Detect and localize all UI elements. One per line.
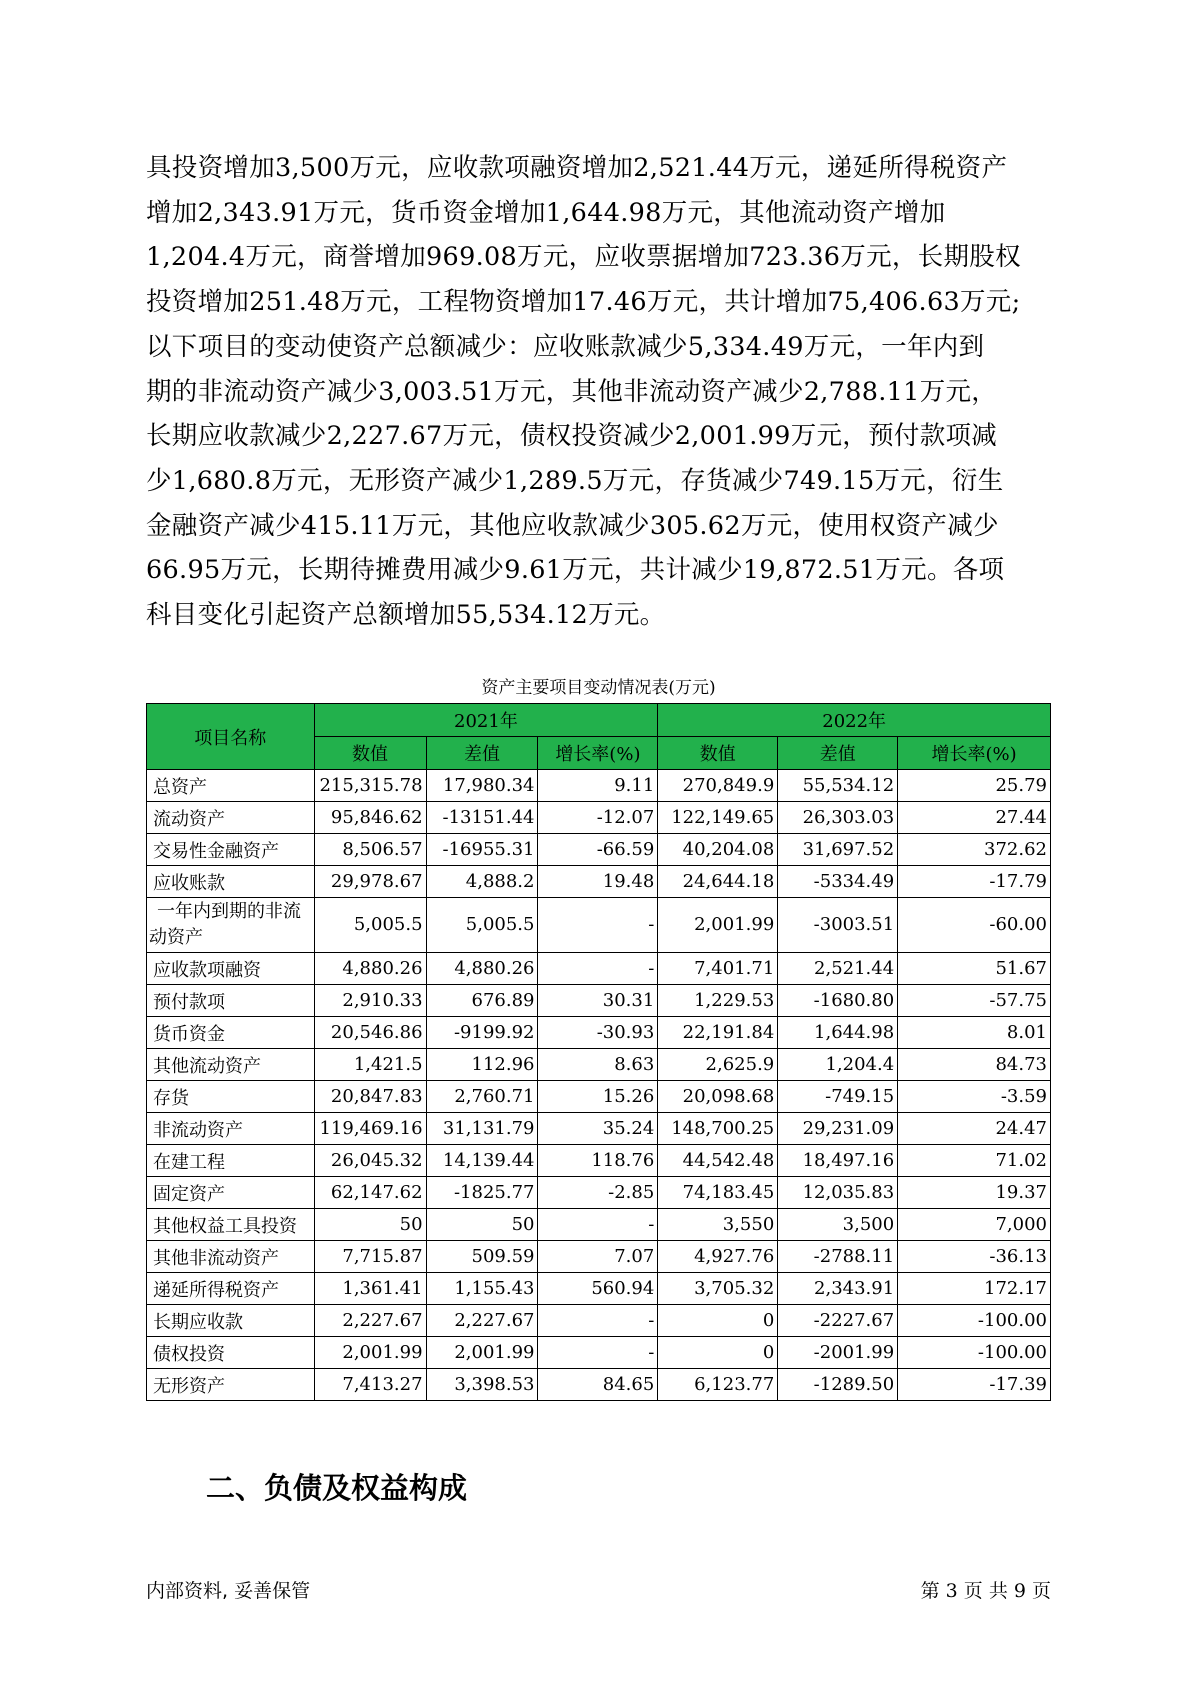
- cell-v1: 8,506.57: [314, 834, 426, 866]
- cell-v1: 20,847.83: [314, 1081, 426, 1113]
- table-row: [147, 1337, 1051, 1369]
- paragraph-line: 投资增加251.48万元，工程物资增加17.46万元，共计增加75,406.63万元;: [146, 287, 1021, 318]
- cell-d1: -9199.92: [426, 1017, 538, 1049]
- cell-v1: 7,413.27: [314, 1369, 426, 1401]
- row-item-name: 存货: [147, 1081, 315, 1113]
- cell-v1: 2,001.99: [314, 1337, 426, 1369]
- row-item-name: 应收款项融资: [147, 953, 315, 985]
- table-row: [147, 1305, 1051, 1337]
- cell-d2: 12,035.83: [778, 1177, 898, 1209]
- cell-g1: 15.26: [538, 1081, 658, 1113]
- row-item-name: 在建工程: [147, 1145, 315, 1177]
- cell-g2: -60.00: [898, 898, 1051, 953]
- table-row: [147, 1209, 1051, 1241]
- cell-g2: -100.00: [898, 1337, 1051, 1369]
- cell-d2: -5334.49: [778, 866, 898, 898]
- table-row: [147, 866, 1051, 898]
- cell-g2: 24.47: [898, 1113, 1051, 1145]
- table-row: [147, 985, 1051, 1017]
- cell-d1: 1,155.43: [426, 1273, 538, 1305]
- row-item-name: 总资产: [147, 770, 315, 802]
- cell-v1: 20,546.86: [314, 1017, 426, 1049]
- cell-g1: -66.59: [538, 834, 658, 866]
- table-row: [147, 953, 1051, 985]
- cell-v1: 4,880.26: [314, 953, 426, 985]
- cell-d1: -1825.77: [426, 1177, 538, 1209]
- header-diff-2021: 差值: [426, 737, 538, 770]
- cell-v2: 6,123.77: [658, 1369, 778, 1401]
- cell-g1: -: [538, 1305, 658, 1337]
- cell-v2: 3,705.32: [658, 1273, 778, 1305]
- cell-v1: 95,846.62: [314, 802, 426, 834]
- cell-v1: 5,005.5: [314, 898, 426, 953]
- row-item-name: 固定资产: [147, 1177, 315, 1209]
- cell-v2: 24,644.18: [658, 866, 778, 898]
- row-item-name: 递延所得税资产: [147, 1273, 315, 1305]
- cell-g1: -: [538, 1337, 658, 1369]
- row-item-name: 其他非流动资产: [147, 1241, 315, 1273]
- cell-d1: 112.96: [426, 1049, 538, 1081]
- cell-g2: -3.59: [898, 1081, 1051, 1113]
- cell-d2: -2001.99: [778, 1337, 898, 1369]
- table-row: [147, 1145, 1051, 1177]
- table-row: [147, 898, 1051, 953]
- header-growth-2021: 增长率(%): [538, 737, 658, 770]
- header-item-name: 项目名称: [147, 704, 315, 770]
- cell-d1: 50: [426, 1209, 538, 1241]
- cell-g1: -30.93: [538, 1017, 658, 1049]
- cell-d2: 2,521.44: [778, 953, 898, 985]
- cell-v1: 29,978.67: [314, 866, 426, 898]
- row-item-name: 非流动资产: [147, 1113, 315, 1145]
- cell-g2: -36.13: [898, 1241, 1051, 1273]
- cell-g2: -17.79: [898, 866, 1051, 898]
- table-row: [147, 1241, 1051, 1273]
- cell-d2: -749.15: [778, 1081, 898, 1113]
- paragraph-line: 期的非流动资产减少3,003.51万元，其他非流动资产减少2,788.11万元，: [146, 376, 998, 407]
- cell-d1: 2,760.71: [426, 1081, 538, 1113]
- cell-g1: -2.85: [538, 1177, 658, 1209]
- cell-d2: -3003.51: [778, 898, 898, 953]
- table-row: [147, 1017, 1051, 1049]
- paragraph-line: 以下项目的变动使资产总额减少：应收账款减少5,334.49万元，一年内到: [146, 331, 985, 362]
- row-item-name: 交易性金融资产: [147, 834, 315, 866]
- cell-d1: 2,227.67: [426, 1305, 538, 1337]
- cell-v2: 2,001.99: [658, 898, 778, 953]
- cell-d2: 29,231.09: [778, 1113, 898, 1145]
- row-item-name: 预付款项: [147, 985, 315, 1017]
- cell-g1: 9.11: [538, 770, 658, 802]
- paragraph-line: 长期应收款减少2,227.67万元，债权投资减少2,001.99万元，预付款项减: [146, 421, 998, 452]
- header-value-2021: 数值: [314, 737, 426, 770]
- cell-d2: 2,343.91: [778, 1273, 898, 1305]
- cell-g2: 7,000: [898, 1209, 1051, 1241]
- cell-d1: 4,888.2: [426, 866, 538, 898]
- cell-v2: 4,927.76: [658, 1241, 778, 1273]
- cell-g2: 8.01: [898, 1017, 1051, 1049]
- cell-v2: 74,183.45: [658, 1177, 778, 1209]
- cell-d2: 3,500: [778, 1209, 898, 1241]
- cell-d1: -13151.44: [426, 802, 538, 834]
- cell-d2: -1680.80: [778, 985, 898, 1017]
- row-item-name: 无形资产: [147, 1369, 315, 1401]
- footer-page-number: 第 3 页 共 9 页: [920, 1580, 1051, 1602]
- cell-v2: 148,700.25: [658, 1113, 778, 1145]
- cell-d1: 5,005.5: [426, 898, 538, 953]
- header-value-2022: 数值: [658, 737, 778, 770]
- cell-g2: -17.39: [898, 1369, 1051, 1401]
- row-item-name: 其他流动资产: [147, 1049, 315, 1081]
- cell-d2: -1289.50: [778, 1369, 898, 1401]
- table-row: [147, 1049, 1051, 1081]
- cell-g1: 118.76: [538, 1145, 658, 1177]
- cell-d1: 17,980.34: [426, 770, 538, 802]
- cell-g2: 19.37: [898, 1177, 1051, 1209]
- table-row: [147, 834, 1051, 866]
- cell-g1: -12.07: [538, 802, 658, 834]
- cell-d2: 18,497.16: [778, 1145, 898, 1177]
- header-diff-2022: 差值: [778, 737, 898, 770]
- cell-g1: -: [538, 898, 658, 953]
- row-item-name: 货币资金: [147, 1017, 315, 1049]
- asset-change-table: [146, 703, 1051, 1401]
- cell-v2: 0: [658, 1305, 778, 1337]
- header-year-2021: 2021年: [314, 704, 658, 737]
- body-paragraph: [146, 146, 1051, 638]
- cell-d1: 14,139.44: [426, 1145, 538, 1177]
- table-row: [147, 1113, 1051, 1145]
- cell-d1: 3,398.53: [426, 1369, 538, 1401]
- cell-g1: 8.63: [538, 1049, 658, 1081]
- cell-v2: 0: [658, 1337, 778, 1369]
- cell-d1: 2,001.99: [426, 1337, 538, 1369]
- cell-g1: 7.07: [538, 1241, 658, 1273]
- cell-g1: -: [538, 953, 658, 985]
- cell-d2: -2788.11: [778, 1241, 898, 1273]
- row-item-name: 长期应收款: [147, 1305, 315, 1337]
- table-row: [147, 1369, 1051, 1401]
- cell-v2: 1,229.53: [658, 985, 778, 1017]
- cell-g1: 84.65: [538, 1369, 658, 1401]
- cell-v2: 270,849.9: [658, 770, 778, 802]
- cell-v2: 20,098.68: [658, 1081, 778, 1113]
- cell-g2: 25.79: [898, 770, 1051, 802]
- cell-v2: 44,542.48: [658, 1145, 778, 1177]
- row-item-name-line: 动资产: [149, 927, 203, 948]
- cell-g1: -: [538, 1209, 658, 1241]
- table-row: [147, 770, 1051, 802]
- cell-g1: 35.24: [538, 1113, 658, 1145]
- cell-g2: 172.17: [898, 1273, 1051, 1305]
- cell-d2: 1,644.98: [778, 1017, 898, 1049]
- cell-d2: -2227.67: [778, 1305, 898, 1337]
- cell-g2: 84.73: [898, 1049, 1051, 1081]
- table-row: [147, 1273, 1051, 1305]
- row-item-name-line: 一年内到期的非流: [157, 901, 301, 922]
- cell-g2: -100.00: [898, 1305, 1051, 1337]
- cell-v1: 1,361.41: [314, 1273, 426, 1305]
- cell-v2: 3,550: [658, 1209, 778, 1241]
- paragraph-line: 增加2,343.91万元，货币资金增加1,644.98万元，其他流动资产增加: [146, 197, 946, 228]
- cell-g2: 372.62: [898, 834, 1051, 866]
- cell-d1: 31,131.79: [426, 1113, 538, 1145]
- row-item-name: 其他权益工具投资: [147, 1209, 315, 1241]
- row-item-name: 应收账款: [147, 866, 315, 898]
- cell-d1: 676.89: [426, 985, 538, 1017]
- header-growth-2022: 增长率(%): [898, 737, 1051, 770]
- cell-g1: 560.94: [538, 1273, 658, 1305]
- table-caption: 资产主要项目变动情况表(万元): [481, 678, 716, 698]
- paragraph-line: 金融资产减少415.11万元，其他应收款减少305.62万元，使用权资产减少: [146, 510, 999, 541]
- cell-g2: 27.44: [898, 802, 1051, 834]
- cell-d2: 55,534.12: [778, 770, 898, 802]
- cell-v1: 62,147.62: [314, 1177, 426, 1209]
- row-item-name: [147, 898, 315, 953]
- cell-d1: 4,880.26: [426, 953, 538, 985]
- cell-v1: 7,715.87: [314, 1241, 426, 1273]
- cell-d2: 26,303.03: [778, 802, 898, 834]
- paragraph-line: 66.95万元，长期待摊费用减少9.61万元，共计减少19,872.51万元。各项: [146, 555, 1005, 586]
- table-row: [147, 802, 1051, 834]
- cell-g2: -57.75: [898, 985, 1051, 1017]
- cell-g2: 71.02: [898, 1145, 1051, 1177]
- cell-v1: 50: [314, 1209, 426, 1241]
- row-item-name: 债权投资: [147, 1337, 315, 1369]
- cell-d1: 509.59: [426, 1241, 538, 1273]
- cell-v2: 2,625.9: [658, 1049, 778, 1081]
- paragraph-line: 少1,680.8万元，无形资产减少1,289.5万元，存货减少749.15万元，衍生: [146, 465, 1004, 496]
- paragraph-line: 1,204.4万元，商誉增加969.08万元，应收票据增加723.36万元，长期股权: [146, 242, 1021, 273]
- cell-g1: 30.31: [538, 985, 658, 1017]
- section-heading: 二、负债及权益构成: [206, 1471, 468, 1505]
- cell-v2: 122,149.65: [658, 802, 778, 834]
- cell-d2: 1,204.4: [778, 1049, 898, 1081]
- row-item-name: 流动资产: [147, 802, 315, 834]
- cell-v1: 26,045.32: [314, 1145, 426, 1177]
- cell-v1: 215,315.78: [314, 770, 426, 802]
- cell-d1: -16955.31: [426, 834, 538, 866]
- cell-v2: 22,191.84: [658, 1017, 778, 1049]
- cell-g1: 19.48: [538, 866, 658, 898]
- cell-g2: 51.67: [898, 953, 1051, 985]
- cell-d2: 31,697.52: [778, 834, 898, 866]
- footer-confidential-note: 内部资料, 妥善保管: [146, 1580, 311, 1602]
- cell-v1: 2,227.67: [314, 1305, 426, 1337]
- cell-v2: 40,204.08: [658, 834, 778, 866]
- cell-v2: 7,401.71: [658, 953, 778, 985]
- paragraph-line: 具投资增加3,500万元，应收款项融资增加2,521.44万元，递延所得税资产: [146, 153, 1008, 183]
- header-year-2022: 2022年: [658, 704, 1051, 737]
- cell-v1: 2,910.33: [314, 985, 426, 1017]
- table-row: [147, 1081, 1051, 1113]
- cell-v1: 1,421.5: [314, 1049, 426, 1081]
- paragraph-line: 科目变化引起资产总额增加55,534.12万元。: [146, 600, 666, 631]
- table-row: [147, 1177, 1051, 1209]
- cell-v1: 119,469.16: [314, 1113, 426, 1145]
